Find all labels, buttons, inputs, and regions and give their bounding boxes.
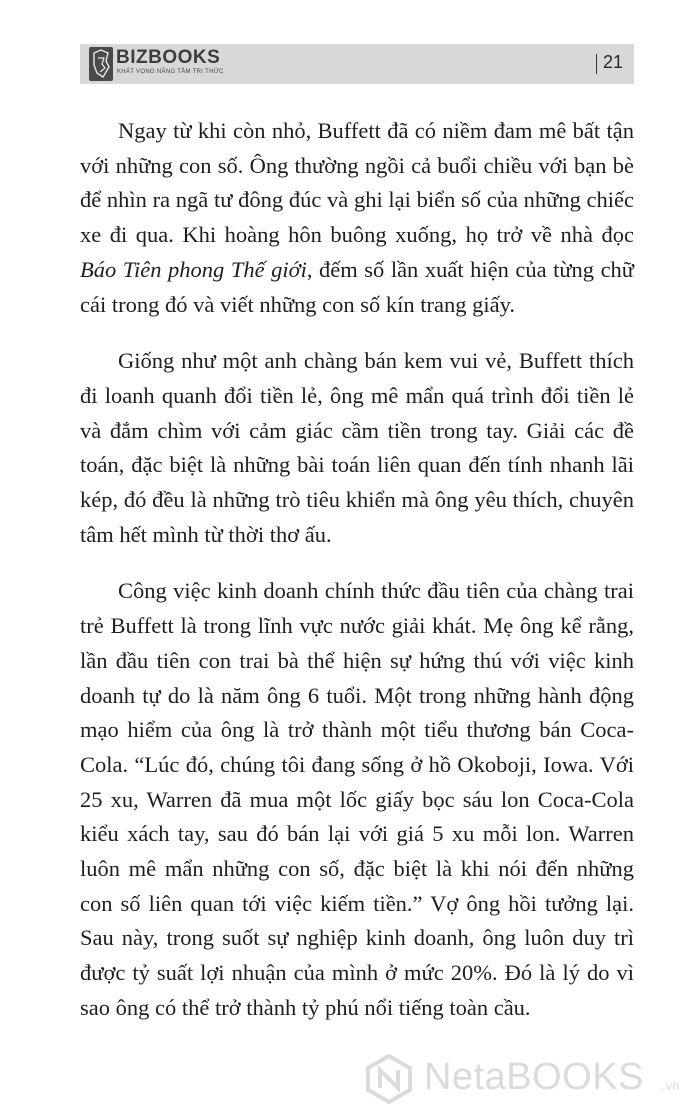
netabooks-logo-icon (364, 1054, 414, 1104)
newspaper-title: Báo Tiên phong Thế giới (80, 256, 307, 282)
page-number-divider (596, 54, 597, 74)
watermark-text: NetaBOOKS (424, 1056, 644, 1098)
brand-name: BIZBOOKS (116, 47, 221, 68)
watermark (364, 1050, 684, 1110)
paragraph-1 (80, 114, 634, 322)
bizbooks-logo-icon (89, 47, 113, 81)
paragraph-3: Công việc kinh doanh chính thức đầu tiên của chàng trai trẻ Buffett là trong lĩnh vực nước giải khát. Mẹ ông kể rằng, lần đầu tiên con trai bà thể hiện sự hứng thú với việc kinh doanh tự do là năm ông 6 tuổi. Một trong những hành động mạo hiểm của ông là trở thành một tiểu thương bán Coca-Cola. “Lúc đó, chúng tôi đang sống ở hồ Okoboji, Iowa. Với 25 xu, Warren đã mua một lốc giấy bọc sáu lon Coca-Cola kiểu xách tay, sau đó bán lại với giá 5 xu mỗi lon. Warren luôn mê mẩn những con số, đặc biệt là khi nói đến những con số liên quan tới việc kiếm tiền.” Vợ ông hồi tưởng lại. Sau này, trong suốt sự nghiệp kinh doanh, ông luôn duy trì được tỷ suất lợi nhuận của mình ở mức 20%. Đó là lý do vì sao ông có thể trở thành tỷ phú nổi tiếng toàn cầu. (80, 578, 634, 1020)
brand-tagline: KHÁT VỌNG NĂNG TẦM TRI THỨC (117, 69, 224, 75)
paragraph-1-text-b: , đếm số lần xuất hiện của từng chữ cái trong đó và viết những con số kín trang giấy. (80, 256, 635, 317)
paragraph-1-text-a: Ngay từ khi còn nhỏ, Buffett đã có niềm đam mê bất tận với những con số. Ông thường ngồi cả buổi chiều với bạn bè để nhìn ra ngã tư đông đúc và ghi lại biển số của những chiếc xe đi qua. Khi hoàng hôn buông xuống, họ trở về nhà đọc (80, 118, 634, 248)
page-body (80, 114, 634, 1048)
page-number: 21 (603, 52, 624, 72)
paragraph-2: Giống như một anh chàng bán kem vui vẻ, Buffett thích đi loanh quanh đổi tiền lẻ, ông mê mẩn quá trình đổi tiền lẻ và đắm chìm với cảm giác cầm tiền trong tay. Giải các đề toán, đặc biệt là những bài toán liên quan đến tính nhanh lãi kép, đó đều là những trò tiêu khiển mà ông yêu thích, chuyên tâm hết mình từ thời thơ ấu. (80, 348, 634, 547)
watermark-suffix: .vn (662, 1078, 680, 1093)
